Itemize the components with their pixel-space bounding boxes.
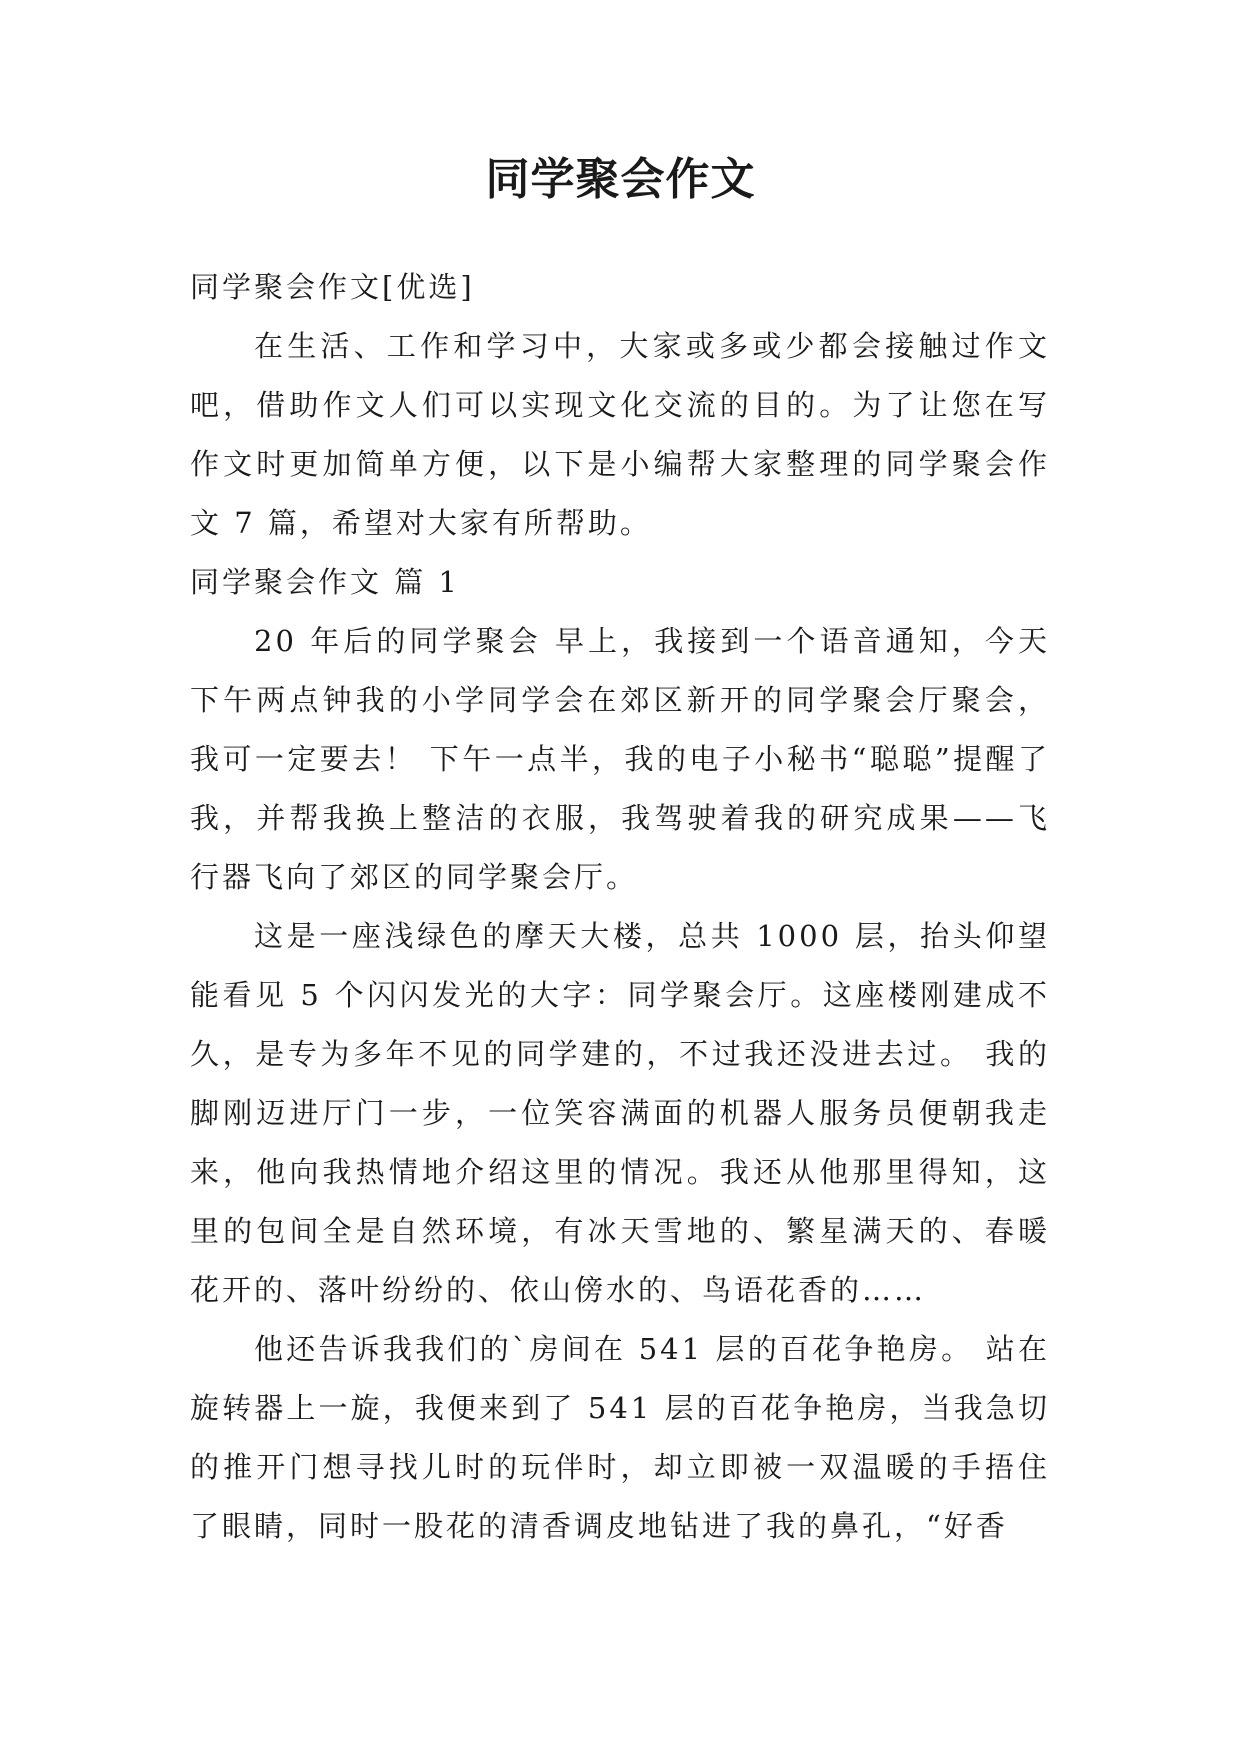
body-paragraph: 这是一座浅绿色的摩天大楼，总共 1000 层，抬头仰望能看见 5 个闪闪发光的大字：同学聚会厅。这座楼刚建成不久，是专为多年不见的同学建的，不过我还没进去过。 我的脚刚迈进厅门一步，一位笑容满面的机器人服务员便朝我走来，他向我热情地介绍这里的情况。我还从他那里得知，这里的包间全是自然环境，有冰天雪地的、繁星满天的、春暖花开的、落叶纷纷的、依山傍水的、鸟语花香的…… (190, 919, 1050, 1307)
section-heading: 同学聚会作文 篇 1 (190, 565, 460, 599)
intro-paragraph: 在生活、工作和学习中，大家或多或少都会接触过作文吧，借助作文人们可以实现文化交流的目的。为了让您在写作文时更加简单方便，以下是小编帮大家整理的同学聚会作文 7 篇，希望对大家有所帮助。 (190, 329, 1050, 540)
document-body (190, 258, 1050, 1556)
body-paragraph: 20 年后的同学聚会 早上，我接到一个语音通知，今天下午两点钟我的小学同学会在郊区新开的同学聚会厅聚会，我可一定要去！ 下午一点半，我的电子小秘书“聪聪”提醒了我，并帮我换上整洁的衣服，我驾驶着我的研究成果——飞行器飞向了郊区的同学聚会厅。 (190, 624, 1050, 894)
document-subtitle: 同学聚会作文[优选] (190, 270, 475, 304)
body-paragraph: 他还告诉我我们的`房间在 541 层的百花争艳房。 站在旋转器上一旋，我便来到了 541 层的百花争艳房，当我急切的推开门想寻找儿时的玩伴时，却立即被一双温暖的手捂住了眼睛，同时一股花的清香调皮地钻进了我的鼻孔，“好香 (190, 1332, 1050, 1543)
document-title: 同学聚会作文 (485, 154, 756, 205)
